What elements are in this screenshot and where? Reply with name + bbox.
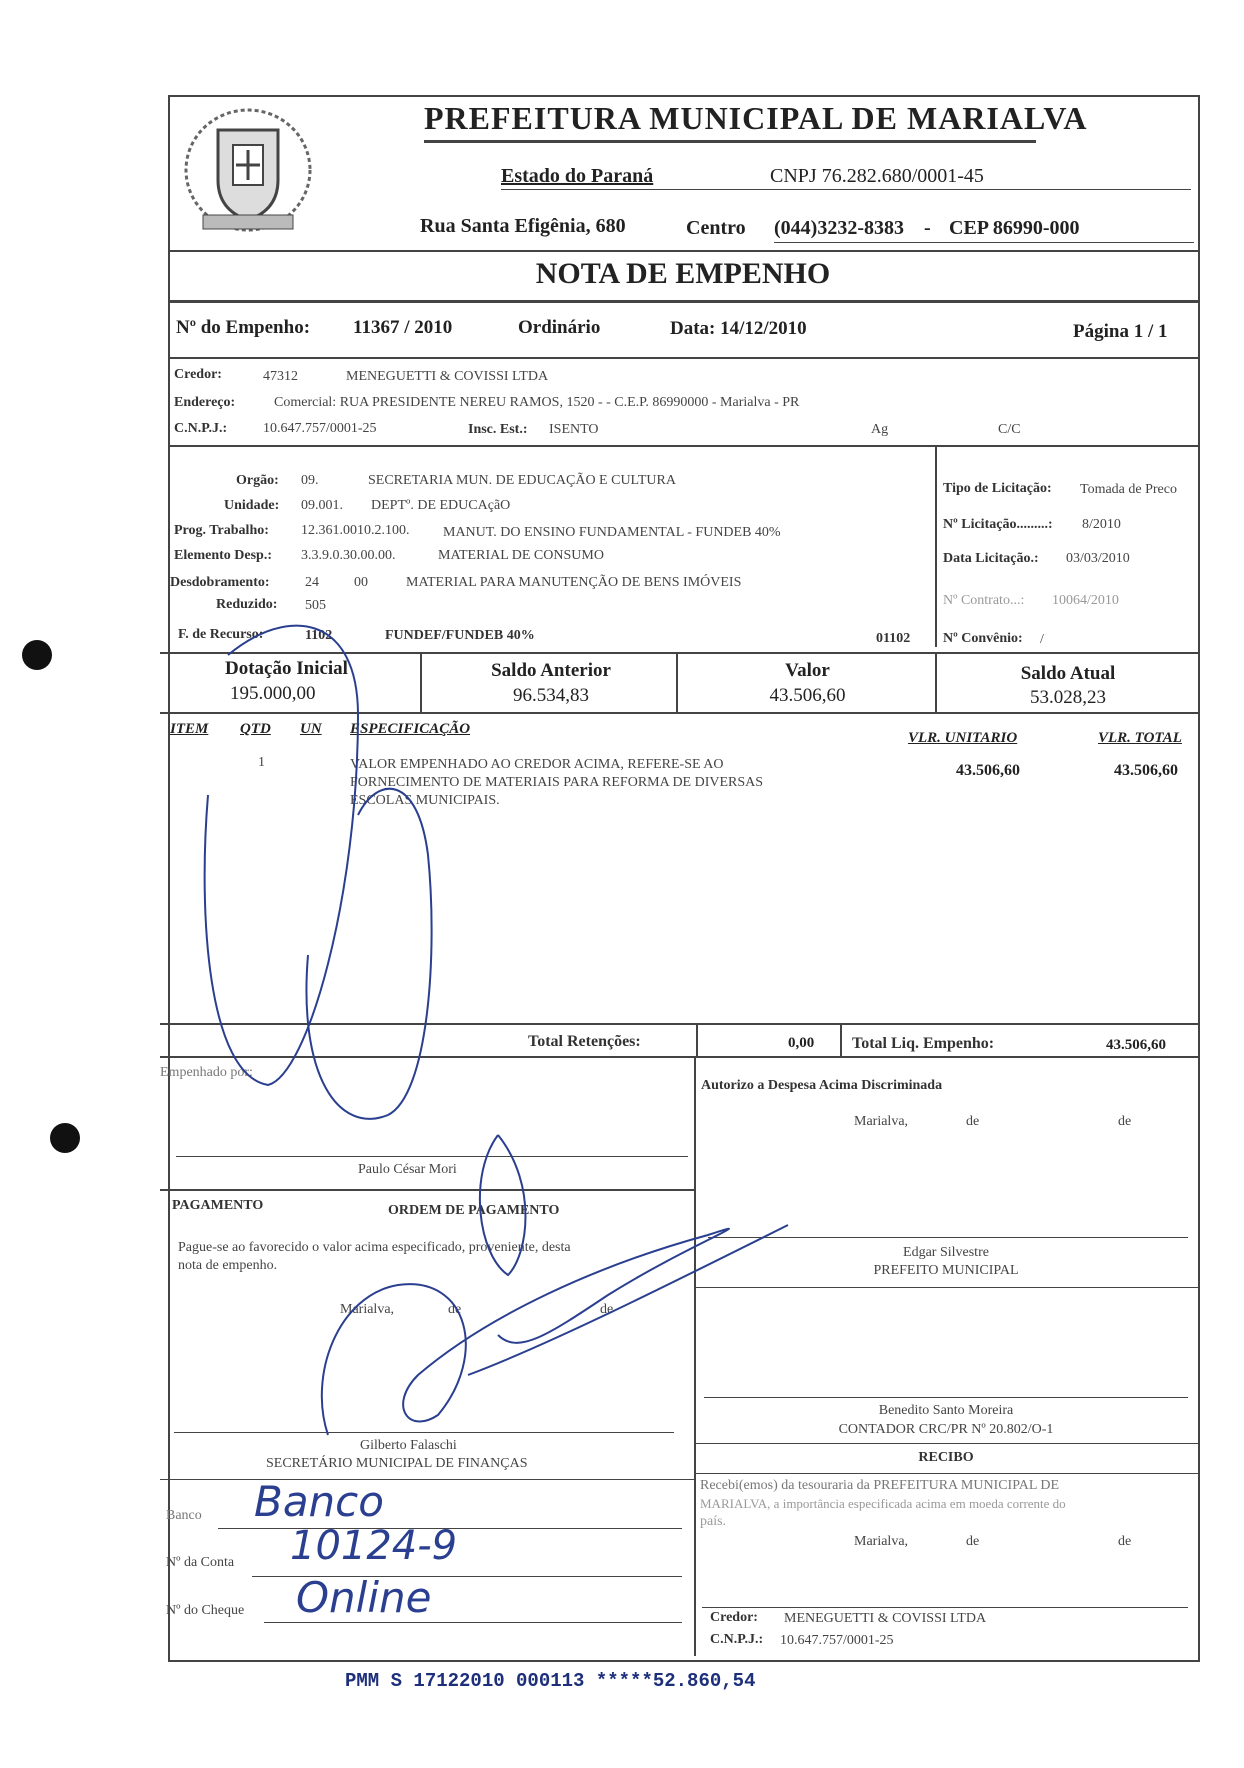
rule [160, 1023, 1198, 1025]
credor-code: 47312 [263, 369, 298, 384]
rule [696, 1023, 698, 1056]
recurso-code: 1102 [305, 628, 333, 643]
rule [694, 1443, 1198, 1444]
desdobramento-sub: 00 [354, 575, 368, 590]
licitacao-number-label: Nº Licitação.........: [943, 517, 1053, 532]
rule [160, 712, 1198, 714]
item-desc-line2: FORNECIMENTO DE MATERIAIS PARA REFORMA DE DIVERSAS [350, 775, 764, 790]
items-header-qtd: QTD [240, 721, 271, 737]
payment-stamp: PMM S 17122010 000113 *****52.860,54 [345, 1670, 756, 1692]
rule [676, 652, 678, 712]
empenho-type: Ordinário [518, 317, 601, 338]
items-header-vlr-total: VLR. TOTAL [1098, 730, 1182, 746]
rule [420, 652, 422, 712]
convenio-label: Nº Convênio: [943, 631, 1023, 646]
insc-label: Insc. Est.: [468, 422, 528, 437]
licitacao-type-value: Tomada de Preco [1080, 482, 1177, 497]
rule [264, 1622, 682, 1623]
saldo-label-valor: Valor [785, 660, 830, 681]
rule [935, 652, 937, 712]
unidade-desc: DEPTº. DE EDUCAçãO [371, 498, 511, 513]
total-liquido-value: 43.506,60 [1106, 1037, 1166, 1053]
unidade-label: Unidade: [224, 498, 280, 513]
orgao-label: Orgão: [236, 473, 279, 488]
recibo-de-1: de [966, 1534, 980, 1549]
page-title: PREFEITURA MUNICIPAL DE MARIALVA [424, 100, 1088, 136]
header-cep: CEP 86990-000 [949, 217, 1080, 239]
rule [702, 1607, 1188, 1608]
pagamento-local: Marialva, [340, 1302, 395, 1317]
punch-hole-top [22, 640, 52, 670]
document-title: NOTA DE EMPENHO [535, 257, 831, 290]
cheque-label: Nº do Cheque [166, 1603, 245, 1618]
rule [694, 1056, 696, 1656]
signer-financas-role: SECRETÁRIO MUNICIPAL DE FINANÇAS [266, 1456, 528, 1471]
recibo-line1: Recebi(emos) da tesouraria da PREFEITURA MUNICIPAL DE [700, 1478, 1060, 1493]
autorizo-de-2: de [1118, 1114, 1132, 1129]
conta-label: Nº da Conta [166, 1555, 235, 1570]
prog-label: Prog. Trabalho: [174, 523, 269, 538]
rule [708, 1237, 1188, 1238]
licitacao-number-value: 8/2010 [1082, 517, 1121, 532]
items-header-item: ITEM [170, 721, 209, 737]
empenho-label: Nº do Empenho: [176, 317, 311, 338]
total-retencoes-value: 0,00 [788, 1035, 815, 1051]
header-district: Centro [686, 217, 746, 239]
saldo-value-dotacao: 195.000,00 [230, 683, 316, 704]
prog-desc: MANUT. DO ENSINO FUNDAMENTAL - FUNDEB 40% [443, 525, 781, 540]
saldo-value-anterior: 96.534,83 [513, 685, 589, 706]
conta-handwritten: 10124-9 [290, 1523, 458, 1569]
recurso-desc: FUNDEF/FUNDEB 40% [385, 628, 535, 643]
items-header-especificacao: ESPECIFICAÇÃO [350, 721, 471, 737]
items-header-vlr-unitario: VLR. UNITARIO [908, 730, 1018, 746]
credor-name: MENEGUETTI & COVISSI LTDA [346, 369, 549, 384]
signer-financas: Gilberto Falaschi [360, 1438, 457, 1453]
convenio-value: / [1040, 632, 1044, 647]
address-label: Endereço: [174, 395, 236, 410]
prefeito-name: Edgar Silvestre [903, 1245, 989, 1260]
desdobramento-code: 24 [305, 575, 319, 590]
pagamento-de-1: de [448, 1302, 462, 1317]
recibo-cnpj: 10.647.757/0001-25 [780, 1633, 894, 1648]
rule [160, 652, 1198, 654]
rule [176, 1156, 688, 1157]
page-number: Página 1 / 1 [1073, 321, 1168, 342]
rule [168, 300, 1198, 303]
saldo-value-atual: 53.028,23 [1030, 687, 1106, 708]
rule [174, 1432, 674, 1433]
title-underline [424, 140, 1036, 143]
item-vlr-total: 43.506,60 [1114, 762, 1178, 779]
reduzido-value: 505 [305, 598, 326, 613]
empenhado-por-label: Empenhado por: [160, 1065, 253, 1080]
contador-role: CONTADOR CRC/PR Nº 20.802/O-1 [838, 1422, 1054, 1437]
unidade-code: 09.001. [301, 498, 343, 513]
autorizo-de-1: de [966, 1114, 980, 1129]
recibo-cnpj-label: C.N.P.J.: [710, 1632, 764, 1647]
saldo-label-dotacao: Dotação Inicial [225, 658, 348, 679]
recibo-credor-name: MENEGUETTI & COVISSI LTDA [784, 1611, 987, 1626]
agency-label: Ag [871, 422, 889, 437]
state-underline [501, 189, 1191, 190]
elemento-label: Elemento Desp.: [174, 548, 272, 563]
rule [694, 1473, 1198, 1474]
saldo-label-atual: Saldo Atual [1020, 663, 1116, 684]
pagamento-title: PAGAMENTO [172, 1198, 264, 1213]
rule [168, 357, 1198, 359]
recibo-local: Marialva, [854, 1534, 909, 1549]
autorizo-label: Autorizo a Despesa Acima Discriminada [701, 1078, 943, 1093]
credor-address: Comercial: RUA PRESIDENTE NEREU RAMOS, 1520 - - C.E.P. 86990000 - Marialva - PR [274, 395, 800, 410]
header-phone: (044)3232-8383 [774, 217, 904, 239]
item-desc-line3: ESCOLAS MUNICIPAIS. [350, 793, 500, 808]
licitacao-date-label: Data Licitação.: [943, 551, 1039, 566]
reduzido-label: Reduzido: [216, 597, 278, 612]
elemento-desc: MATERIAL DE CONSUMO [438, 548, 604, 563]
punch-hole-bottom [50, 1123, 80, 1153]
contrato-label: Nº Contrato...: [943, 593, 1025, 608]
rule [160, 1056, 1198, 1058]
desdobramento-label: Desdobramento: [170, 575, 270, 590]
contrato-value: 10064/2010 [1052, 593, 1119, 608]
total-liquido-label: Total Liq. Empenho: [852, 1035, 995, 1052]
prefeito-role: PREFEITO MUNICIPAL [873, 1263, 1019, 1278]
prog-code: 12.361.0010.2.100. [301, 523, 410, 538]
rule [160, 1479, 694, 1480]
cheque-handwritten: Online [296, 1573, 432, 1622]
item-qtd: 1 [258, 755, 265, 770]
header-address: Rua Santa Efigênia, 680 [420, 215, 626, 237]
pague-line1: Pague-se ao favorecido o valor acima especificado, proveniente, desta [178, 1240, 571, 1255]
rule [168, 250, 1198, 252]
ordem-pagamento-title: ORDEM DE PAGAMENTO [388, 1203, 560, 1218]
desdobramento-desc: MATERIAL PARA MANUTENÇÃO DE BENS IMÓVEIS [406, 575, 742, 590]
empenho-date: Data: 14/12/2010 [670, 318, 807, 339]
rule [935, 587, 937, 647]
recibo-credor-label: Credor: [710, 1610, 758, 1625]
rule [840, 1023, 842, 1056]
state-name: Estado do Paraná [501, 165, 654, 187]
header-dash: - [924, 217, 931, 239]
recibo-title: RECIBO [918, 1450, 974, 1465]
coat-of-arms-emblem [178, 100, 318, 235]
item-vlr-unitario: 43.506,60 [956, 762, 1020, 779]
item-desc-line1: VALOR EMPENHADO AO CREDOR ACIMA, REFERE-SE AO [350, 757, 724, 772]
nota-de-empenho [160, 95, 1198, 1660]
pague-line2: nota de empenho. [178, 1258, 278, 1273]
cnpj-label: C.N.P.J.: [174, 421, 228, 436]
banco-handwritten: Banco [254, 1477, 384, 1526]
items-header-un: UN [300, 721, 322, 737]
recibo-de-2: de [1118, 1534, 1132, 1549]
recurso-extra: 01102 [876, 631, 911, 646]
pagamento-de-2: de [600, 1302, 614, 1317]
address-underline [774, 242, 1194, 243]
total-retencoes-label: Total Retenções: [528, 1033, 641, 1050]
autorizo-local: Marialva, [854, 1114, 909, 1129]
saldo-label-anterior: Saldo Anterior [491, 660, 611, 681]
credor-cnpj: 10.647.757/0001-25 [263, 421, 377, 436]
header-cnpj: CNPJ 76.282.680/0001-45 [770, 165, 984, 187]
rule [168, 445, 1198, 447]
orgao-desc: SECRETARIA MUN. DE EDUCAÇÃO E CULTURA [368, 473, 676, 488]
rule [935, 445, 937, 587]
empenho-number: 11367 / 2010 [353, 317, 453, 338]
recibo-line2: MARIALVA, a importância especificada acima em moeda corrente do [700, 1496, 1066, 1511]
orgao-code: 09. [301, 473, 319, 488]
banco-label: Banco [166, 1508, 202, 1523]
elemento-code: 3.3.9.0.30.00.00. [301, 548, 396, 563]
signer-empenho: Paulo César Mori [358, 1162, 457, 1177]
rule [704, 1397, 1188, 1398]
credor-label: Credor: [174, 367, 222, 382]
saldo-value-valor: 43.506,60 [769, 685, 846, 706]
contador-name: Benedito Santo Moreira [878, 1403, 1014, 1418]
licitacao-date-value: 03/03/2010 [1066, 551, 1130, 566]
insc-value: ISENTO [549, 422, 599, 437]
rule [694, 1287, 1198, 1288]
recurso-label: F. de Recurso: [178, 627, 264, 642]
licitacao-type-label: Tipo de Licitação: [943, 481, 1052, 496]
recibo-line3: país. [700, 1514, 727, 1529]
account-label: C/C [998, 422, 1021, 437]
rule [160, 1189, 694, 1191]
